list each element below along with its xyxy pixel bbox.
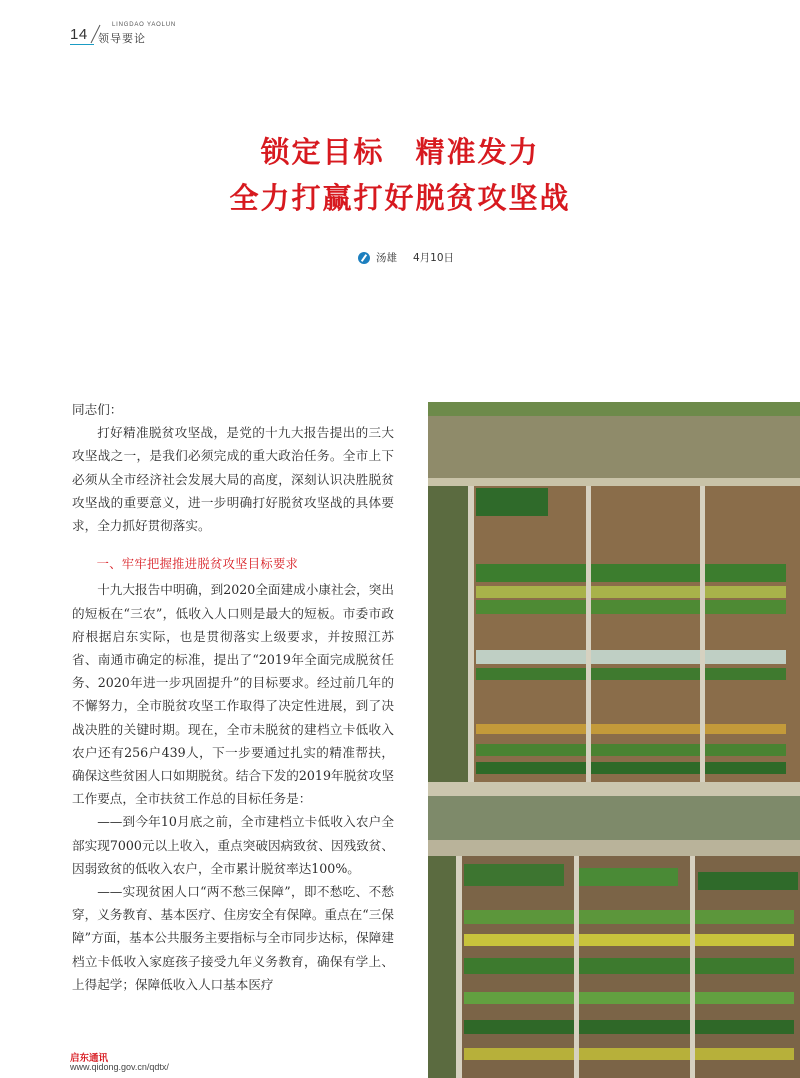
section-name-cn: 领导要论 — [98, 32, 146, 45]
author-name: 汤雄 — [376, 252, 397, 264]
salutation: 同志们： — [72, 402, 123, 417]
publication-name: 启东通讯 — [70, 1053, 109, 1064]
paragraph: ——到今年10月底之前，全市建档立卡低收入农户全部实现7000元以上收入，重点突破因病致贫、因残致贫、因弱致贫的低收入农户，全市累计脱贫率达100%。 — [72, 814, 394, 876]
pen-icon — [358, 252, 370, 264]
article-body — [72, 398, 394, 996]
section-name-en: LINGDAO YAOLUN — [112, 22, 176, 28]
article-title-line2: 全力打赢打好脱贫攻坚战 — [229, 181, 571, 215]
paragraph: ——实现贫困人口“两不愁三保障”，即不愁吃、不愁穿，义务教育、基本医疗、住房安全有保障。重点在“三保障”方面，基本公共服务主要指标与全市同步达标，保障建档立卡低收入家庭孩子接受九年义务教育，确保有学上、上得起学；保障低收入人口基本医疗 — [72, 884, 394, 992]
byline — [358, 250, 454, 265]
page-number: 14 — [70, 26, 88, 43]
header-rule — [70, 44, 94, 45]
aerial-farmland-photo — [428, 402, 800, 1078]
section-heading: 一、牢牢把握推进脱贫攻坚目标要求 — [96, 557, 299, 572]
farmland-illustration — [428, 402, 800, 1078]
paragraph: 十九大报告中明确，到2020全面建成小康社会，突出的短板在“三农”，低收入人口则是最大的短板。市委市政府根据启东实际，也是贯彻落实上级要求，并按照江苏省、南通市确定的标准，提出了“2019年全面完成脱贫任务、2020年进一步巩固提升”的目标要求。经过前几年的不懈努力，全市脱贫攻坚工作取得了决定性进展，到了决战决胜的关键时期。现在，全市未脱贫的建档立卡低收入农户还有256户439人，下一步要通过扎实的精准帮扶，确保这些贫困人口如期脱贫。结合下发的2019年脱贫攻坚工作要点，全市扶贫工作总的目标任务是： — [72, 582, 394, 807]
speech-date: 4月10日 — [413, 252, 455, 264]
publication-url[interactable]: www.qidong.gov.cn/qdtx/ — [70, 1062, 169, 1072]
paragraph: 打好精准脱贫攻坚战，是党的十九大报告提出的三大攻坚战之一，是我们必须完成的重大政治任务。全市上下必须从全市经济社会发展大局的高度，深刻认识决胜脱贫攻坚战的重要意义，进一步明确打好脱贫攻坚战的具体要求，全力抓好贯彻落实。 — [72, 425, 394, 534]
page-header — [70, 22, 180, 48]
article-title-line1: 锁定目标 精准发力 — [260, 135, 540, 169]
